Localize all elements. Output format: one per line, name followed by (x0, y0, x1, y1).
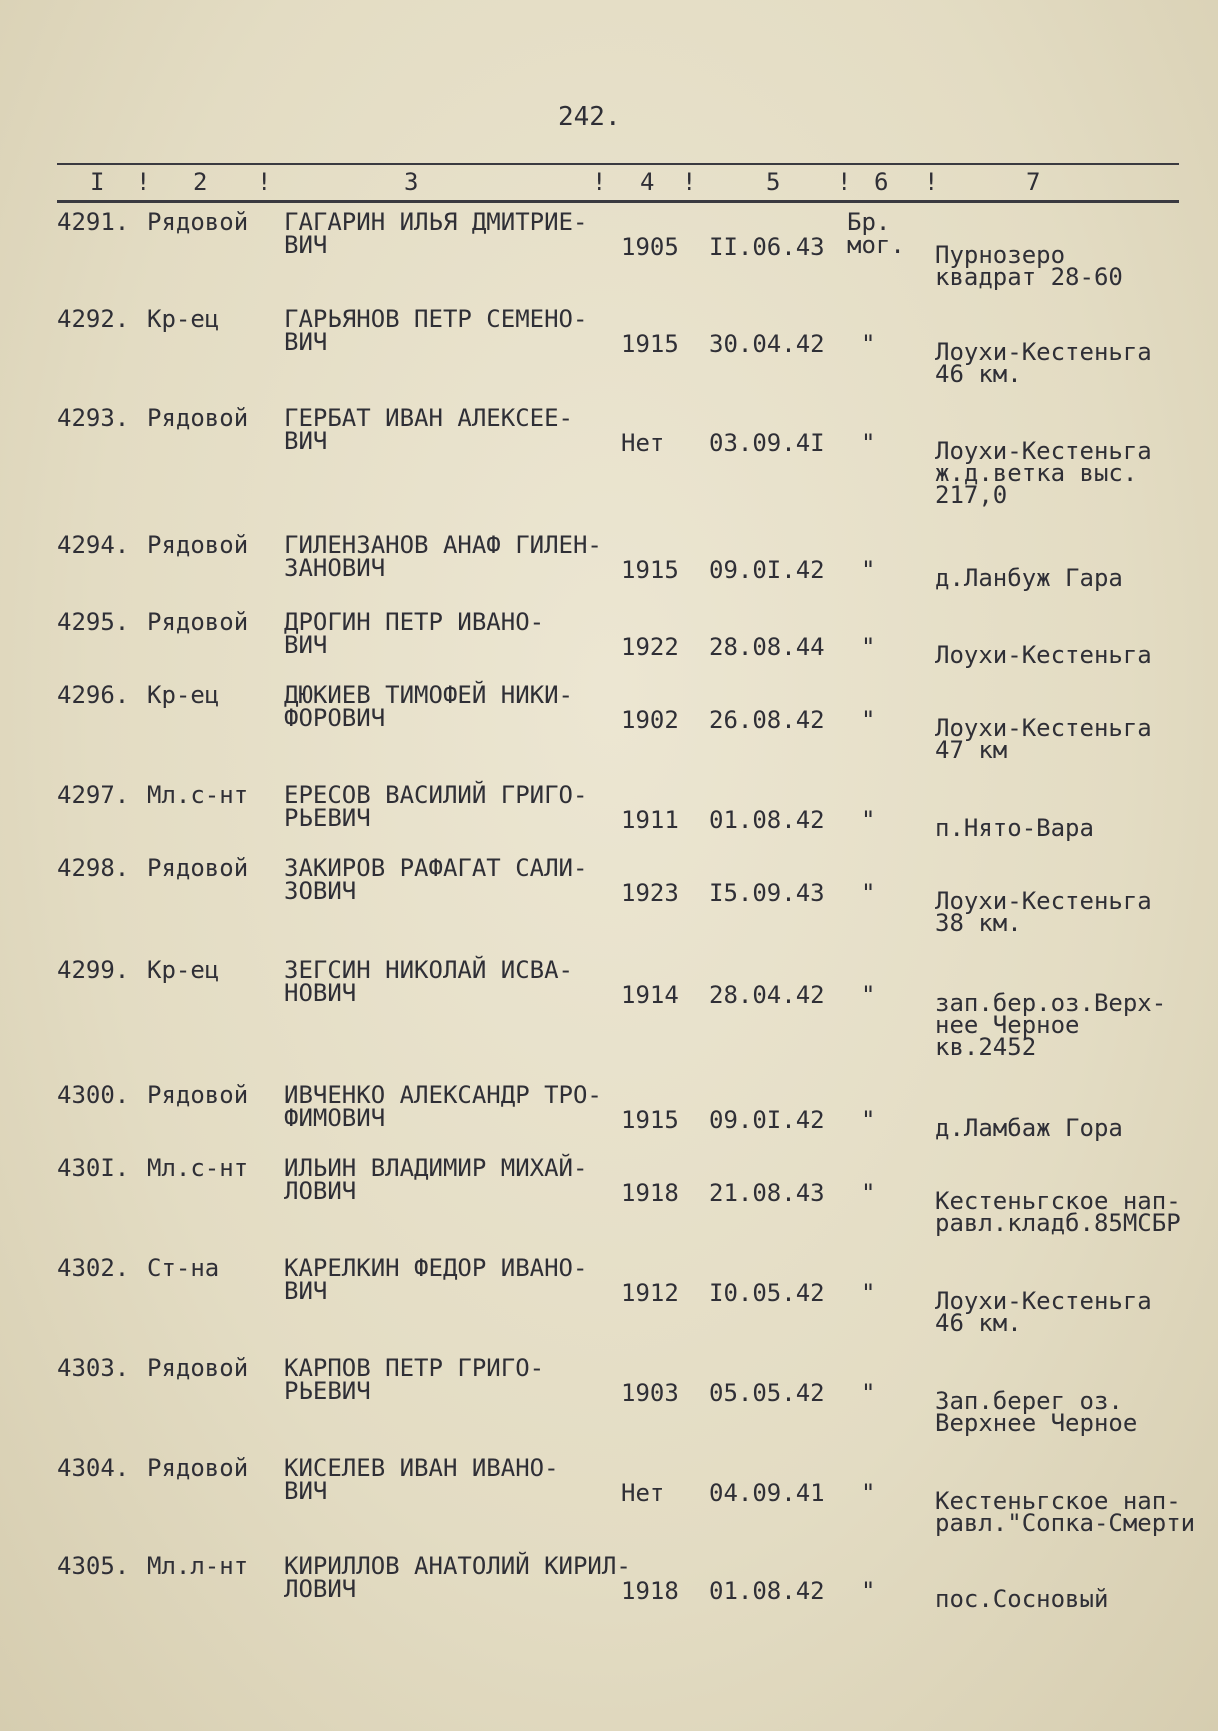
entry-name: ВИЧ (284, 328, 328, 356)
entry-burial-type: " (861, 556, 876, 584)
entry-burial-place: Верхнее Черное (935, 1409, 1138, 1437)
entry-rank: Кр-ец (147, 956, 220, 984)
entry-name: ВИЧ (284, 1477, 328, 1505)
entry-number: 430I. (57, 1154, 130, 1182)
header-rule-bottom (57, 200, 1179, 203)
entry-date-of-death: 30.04.42 (709, 330, 825, 358)
entry-birth-year: 1915 (621, 1106, 679, 1134)
entry-burial-type: " (861, 1479, 876, 1507)
entry-birth-year: 1912 (621, 1279, 679, 1307)
entry-number: 4295. (57, 608, 130, 636)
column-header-1: I (90, 168, 105, 196)
entry-name: КАРПОВ ПЕТР ГРИГО- (284, 1354, 545, 1382)
entry-birth-year: Нет (621, 1479, 665, 1507)
entry-name: ЗАКИРОВ РАФАГАТ САЛИ- (284, 854, 588, 882)
column-separator: ! (924, 168, 939, 196)
entry-burial-type: " (861, 1279, 876, 1307)
entry-number: 4298. (57, 854, 130, 882)
entry-date-of-death: 28.08.44 (709, 633, 825, 661)
entry-date-of-death: 28.04.42 (709, 981, 825, 1009)
entry-date-of-death: 05.05.42 (709, 1379, 825, 1407)
entry-number: 4292. (57, 305, 130, 333)
entry-birth-year: 1923 (621, 879, 679, 907)
entry-rank: Мл.с-нт (147, 781, 249, 809)
entry-burial-place: равл."Сопка-Смерти (935, 1509, 1196, 1537)
entry-birth-year: 1911 (621, 806, 679, 834)
entry-burial-place: Лоухи-Кестеньга (935, 641, 1152, 669)
entry-rank: Рядовой (147, 854, 249, 882)
entry-date-of-death: I5.09.43 (709, 879, 825, 907)
entry-burial-type: Бр. (847, 208, 891, 236)
entry-rank: Кр-ец (147, 305, 220, 333)
entry-birth-year: 1915 (621, 330, 679, 358)
entry-name: ДРОГИН ПЕТР ИВАНО- (284, 608, 545, 636)
entry-burial-place: Кестеньгское нап- (935, 1487, 1181, 1515)
entry-burial-place: 46 км. (935, 360, 1022, 388)
entry-number: 4304. (57, 1454, 130, 1482)
column-header-5: 5 (766, 168, 781, 196)
entry-number: 4294. (57, 531, 130, 559)
entry-name: ИЛЬИН ВЛАДИМИР МИХАЙ- (284, 1154, 588, 1182)
entry-name: ЛОВИЧ (284, 1575, 357, 1603)
entry-burial-place: 217,0 (935, 481, 1008, 509)
entry-burial-type: " (861, 879, 876, 907)
entry-name: НОВИЧ (284, 979, 357, 1007)
entry-burial-type: " (861, 706, 876, 734)
entry-name: КАРЕЛКИН ФЕДОР ИВАНО- (284, 1254, 588, 1282)
column-separator: ! (136, 168, 151, 196)
column-header-4: 4 (640, 168, 655, 196)
entry-number: 4305. (57, 1552, 130, 1580)
column-header-7: 7 (1026, 168, 1041, 196)
column-header-3: 3 (404, 168, 419, 196)
entry-name: ЗАНОВИЧ (284, 554, 386, 582)
entry-name: ГАРЬЯНОВ ПЕТР СЕМЕНО- (284, 305, 588, 333)
entry-birth-year: 1903 (621, 1379, 679, 1407)
entry-burial-place: Зап.берег оз. (935, 1387, 1123, 1415)
entry-burial-place: Пурнозеро (935, 241, 1066, 269)
entry-rank: Рядовой (147, 531, 249, 559)
entry-name: ГАГАРИН ИЛЬЯ ДМИТРИЕ- (284, 208, 588, 236)
entry-rank: Рядовой (147, 208, 249, 236)
entry-date-of-death: 01.08.42 (709, 806, 825, 834)
entry-date-of-death: 03.09.4I (709, 429, 825, 457)
column-separator: ! (682, 168, 697, 196)
entry-burial-type: " (861, 1106, 876, 1134)
entry-name: РЬЕВИЧ (284, 1377, 371, 1405)
entry-date-of-death: 26.08.42 (709, 706, 825, 734)
entry-rank: Мл.с-нт (147, 1154, 249, 1182)
entry-birth-year: 1914 (621, 981, 679, 1009)
entry-burial-place: пос.Сосновый (935, 1585, 1109, 1613)
entry-name: ФОРОВИЧ (284, 704, 386, 732)
entry-rank: Рядовой (147, 608, 249, 636)
entry-name: ИВЧЕНКО АЛЕКСАНДР ТРО- (284, 1081, 602, 1109)
entry-burial-place: д.Ланбуж Гара (935, 564, 1123, 592)
entry-rank: Рядовой (147, 404, 249, 432)
entry-name: ВИЧ (284, 1277, 328, 1305)
entry-name: ГИЛЕНЗАНОВ АНАФ ГИЛЕН- (284, 531, 602, 559)
entry-burial-place: кв.2452 (935, 1033, 1037, 1061)
entry-burial-place: 38 км. (935, 909, 1022, 937)
entry-number: 4293. (57, 404, 130, 432)
entry-rank: Ст-на (147, 1254, 220, 1282)
header-rule-top (57, 163, 1179, 165)
entry-number: 4297. (57, 781, 130, 809)
entry-name: ЕРЕСОВ ВАСИЛИЙ ГРИГО- (284, 781, 588, 809)
entry-burial-place: квадрат 28-60 (935, 263, 1123, 291)
entry-name: ГЕРБАТ ИВАН АЛЕКСЕЕ- (284, 404, 573, 432)
entry-name: КИСЕЛЕВ ИВАН ИВАНО- (284, 1454, 559, 1482)
entry-name: ВИЧ (284, 631, 328, 659)
entry-rank: Кр-ец (147, 681, 220, 709)
entry-burial-type: " (861, 1179, 876, 1207)
entry-burial-place: Лоухи-Кестеньга (935, 1287, 1152, 1315)
entry-date-of-death: 04.09.41 (709, 1479, 825, 1507)
entry-burial-place: д.Ламбаж Гора (935, 1114, 1123, 1142)
column-separator: ! (592, 168, 607, 196)
entry-birth-year: Нет (621, 429, 665, 457)
entry-name: РЬЕВИЧ (284, 804, 371, 832)
entry-burial-place: Лоухи-Кестеньга (935, 338, 1152, 366)
entry-burial-place: 46 км. (935, 1309, 1022, 1337)
entry-burial-type: " (861, 633, 876, 661)
column-header-2: 2 (193, 168, 208, 196)
entry-birth-year: 1922 (621, 633, 679, 661)
entry-burial-type: " (861, 981, 876, 1009)
entry-burial-place: равл.кладб.85МСБР (935, 1209, 1181, 1237)
entry-name: ЗЕГСИН НИКОЛАЙ ИСВА- (284, 956, 573, 984)
entry-date-of-death: 09.0I.42 (709, 556, 825, 584)
entry-name: ВИЧ (284, 427, 328, 455)
entry-date-of-death: I0.05.42 (709, 1279, 825, 1307)
entry-burial-place: зап.бер.оз.Верх- (935, 989, 1167, 1017)
column-header-6: 6 (874, 168, 889, 196)
entry-name: ВИЧ (284, 231, 328, 259)
entry-number: 4299. (57, 956, 130, 984)
column-separator: ! (837, 168, 852, 196)
entry-rank: Рядовой (147, 1081, 249, 1109)
entry-burial-type: " (861, 1577, 876, 1605)
entry-name: КИРИЛЛОВ АНАТОЛИЙ КИРИЛ- (284, 1552, 631, 1580)
entry-name: ЗОВИЧ (284, 877, 357, 905)
entry-birth-year: 1905 (621, 233, 679, 261)
entry-name: ДЮКИЕВ ТИМОФЕЙ НИКИ- (284, 681, 573, 709)
entry-burial-type: " (861, 1379, 876, 1407)
entry-rank: Мл.л-нт (147, 1552, 249, 1580)
entry-birth-year: 1918 (621, 1179, 679, 1207)
entry-burial-type: " (861, 806, 876, 834)
entry-burial-place: ж.д.ветка выс. (935, 459, 1138, 487)
entry-date-of-death: 01.08.42 (709, 1577, 825, 1605)
entry-number: 4302. (57, 1254, 130, 1282)
entry-birth-year: 1902 (621, 706, 679, 734)
entry-rank: Рядовой (147, 1354, 249, 1382)
entry-burial-place: Кестеньгское нап- (935, 1187, 1181, 1215)
entry-number: 4303. (57, 1354, 130, 1382)
entry-burial-place: Лоухи-Кестеньга (935, 714, 1152, 742)
entry-burial-type: мог. (847, 231, 905, 259)
column-separator: ! (257, 168, 272, 196)
entry-date-of-death: 21.08.43 (709, 1179, 825, 1207)
entry-burial-place: нее Черное (935, 1011, 1080, 1039)
entry-birth-year: 1918 (621, 1577, 679, 1605)
entry-name: ФИМОВИЧ (284, 1104, 386, 1132)
entry-name: ЛОВИЧ (284, 1177, 357, 1205)
entry-number: 4296. (57, 681, 130, 709)
page-number: 242. (558, 102, 621, 132)
entry-burial-type: " (861, 330, 876, 358)
entry-number: 4291. (57, 208, 130, 236)
entry-burial-place: Лоухи-Кестеньга (935, 437, 1152, 465)
entry-burial-place: Лоухи-Кестеньга (935, 887, 1152, 915)
entry-date-of-death: II.06.43 (709, 233, 825, 261)
entry-birth-year: 1915 (621, 556, 679, 584)
entry-burial-place: п.Нято-Вара (935, 814, 1094, 842)
entry-rank: Рядовой (147, 1454, 249, 1482)
entry-number: 4300. (57, 1081, 130, 1109)
entry-burial-type: " (861, 429, 876, 457)
entry-burial-place: 47 км (935, 736, 1008, 764)
entry-date-of-death: 09.0I.42 (709, 1106, 825, 1134)
